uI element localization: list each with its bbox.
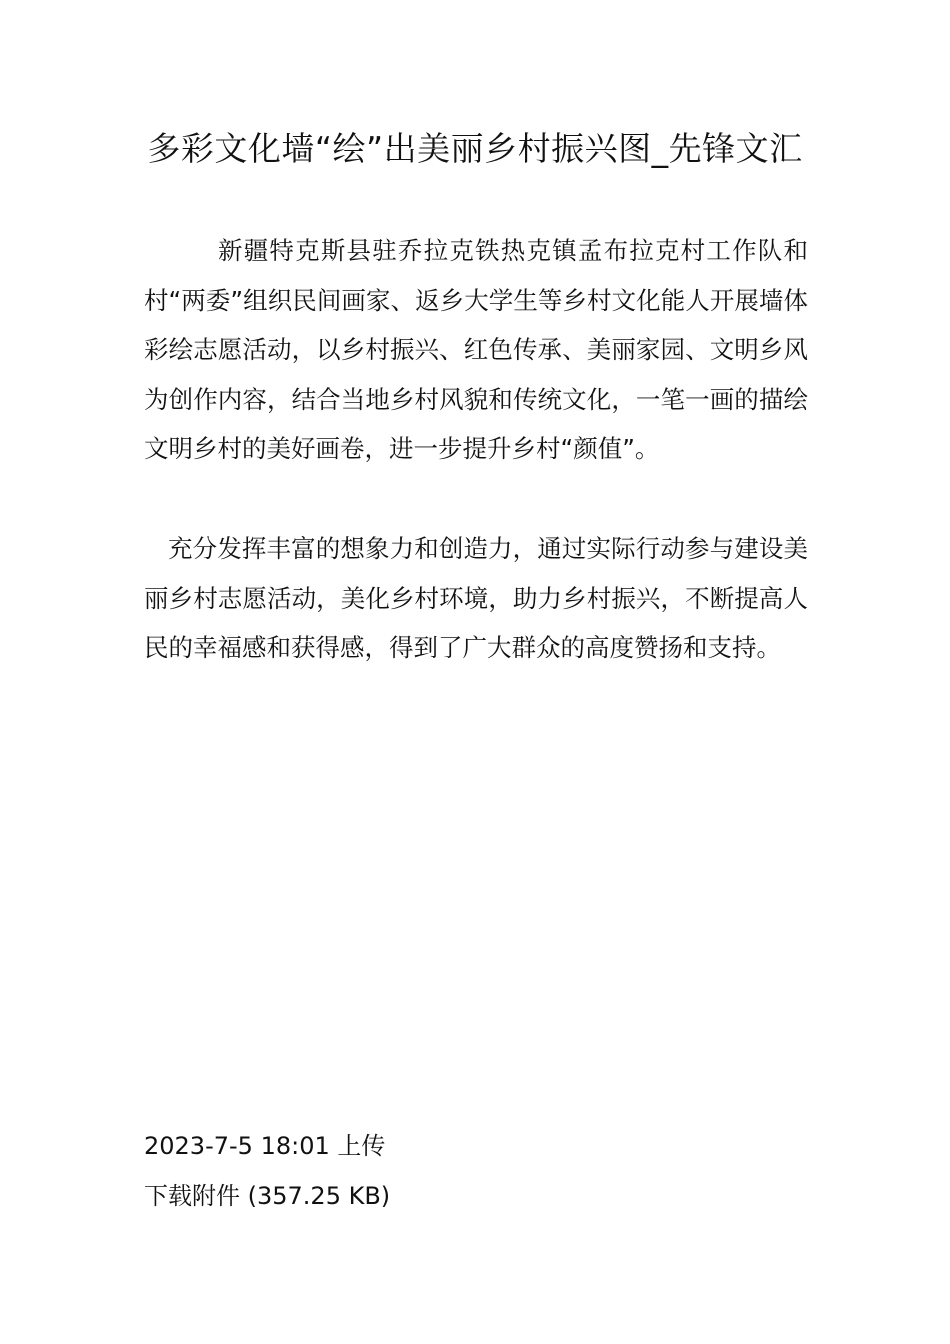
document-title: 多彩文化墙“绘”出美丽乡村振兴图_先锋文汇 (147, 129, 803, 168)
paragraph-2: 充分发挥丰富的想象力和创造力，通过实际行动参与建设美丽乡村志愿活动，美化乡村环境，助力乡村振兴，不断提高人民的幸福感和获得感，得到了广大群众的高度赞扬和支持。 (144, 534, 808, 662)
download-attachment-link[interactable]: 下载附件 (357.25 KB) (144, 1182, 391, 1210)
paragraph-1: 新疆特克斯县驻乔拉克铁热克镇孟布拉克村工作队和村“两委”组织民间画家、返乡大学生等乡村文化能人开展墙体彩绘志愿活动，以乡村振兴、红色传承、美丽家园、文明乡风为创作内容，结合当地乡村风貌和传统文化，一笔一画的描绘文明乡村的美好画卷，进一步提升乡村“颜值”。 (144, 236, 808, 463)
upload-timestamp: 2023-7-5 18:01 上传 (144, 1132, 386, 1160)
